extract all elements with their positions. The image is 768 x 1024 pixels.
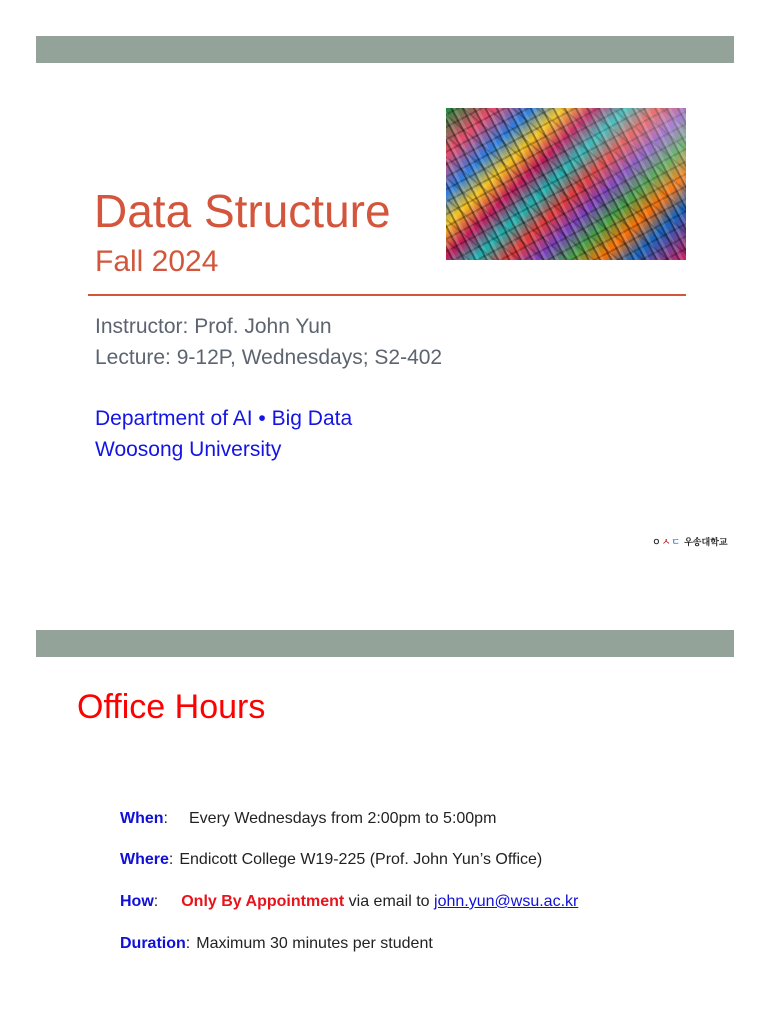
- slide-header-bar: [36, 630, 734, 657]
- slide-subtitle: Fall 2024: [95, 245, 219, 278]
- office-hours-title: Office Hours: [77, 688, 266, 726]
- title-divider: [88, 294, 686, 296]
- how-text: via email to: [348, 893, 430, 910]
- when-row: When: Every Wednesdays from 2:00pm to 5:00pm: [120, 810, 497, 827]
- how-label: How: [120, 893, 154, 910]
- department-line: Department of AI • Big Data: [95, 407, 353, 430]
- university-logo: [652, 530, 730, 552]
- logo-mark-icon: ㅇ ㅅ ㄷ: [652, 536, 681, 547]
- when-label: When: [120, 810, 164, 827]
- title-artwork-image: [446, 108, 686, 260]
- duration-value: Maximum 30 minutes per student: [196, 935, 433, 952]
- logo-text: 우송대학교: [684, 536, 728, 547]
- slide-title: Data Structure: [94, 185, 391, 237]
- email-link[interactable]: john.yun@wsu.ac.kr: [434, 893, 579, 910]
- duration-label: Duration: [120, 935, 186, 952]
- where-value: Endicott College W19-225 (Prof. John Yun’s Office): [179, 851, 543, 868]
- where-label: Where: [120, 851, 169, 868]
- lecture-line: Lecture: 9-12P, Wednesdays; S2-402: [95, 346, 443, 369]
- duration-row: Duration: Maximum 30 minutes per student: [120, 935, 433, 952]
- instructor-line: Instructor: Prof. John Yun: [95, 315, 332, 338]
- slide-header-bar: [36, 36, 734, 63]
- university-line: Woosong University: [95, 438, 282, 461]
- when-value: Every Wednesdays from 2:00pm to 5:00pm: [189, 810, 497, 827]
- how-emphasis: Only By Appointment: [181, 893, 345, 910]
- how-row: How: Only By Appointment via email to john.yun@wsu.ac.kr: [120, 893, 579, 910]
- where-row: Where: Endicott College W19-225 (Prof. John Yun’s Office): [120, 851, 543, 868]
